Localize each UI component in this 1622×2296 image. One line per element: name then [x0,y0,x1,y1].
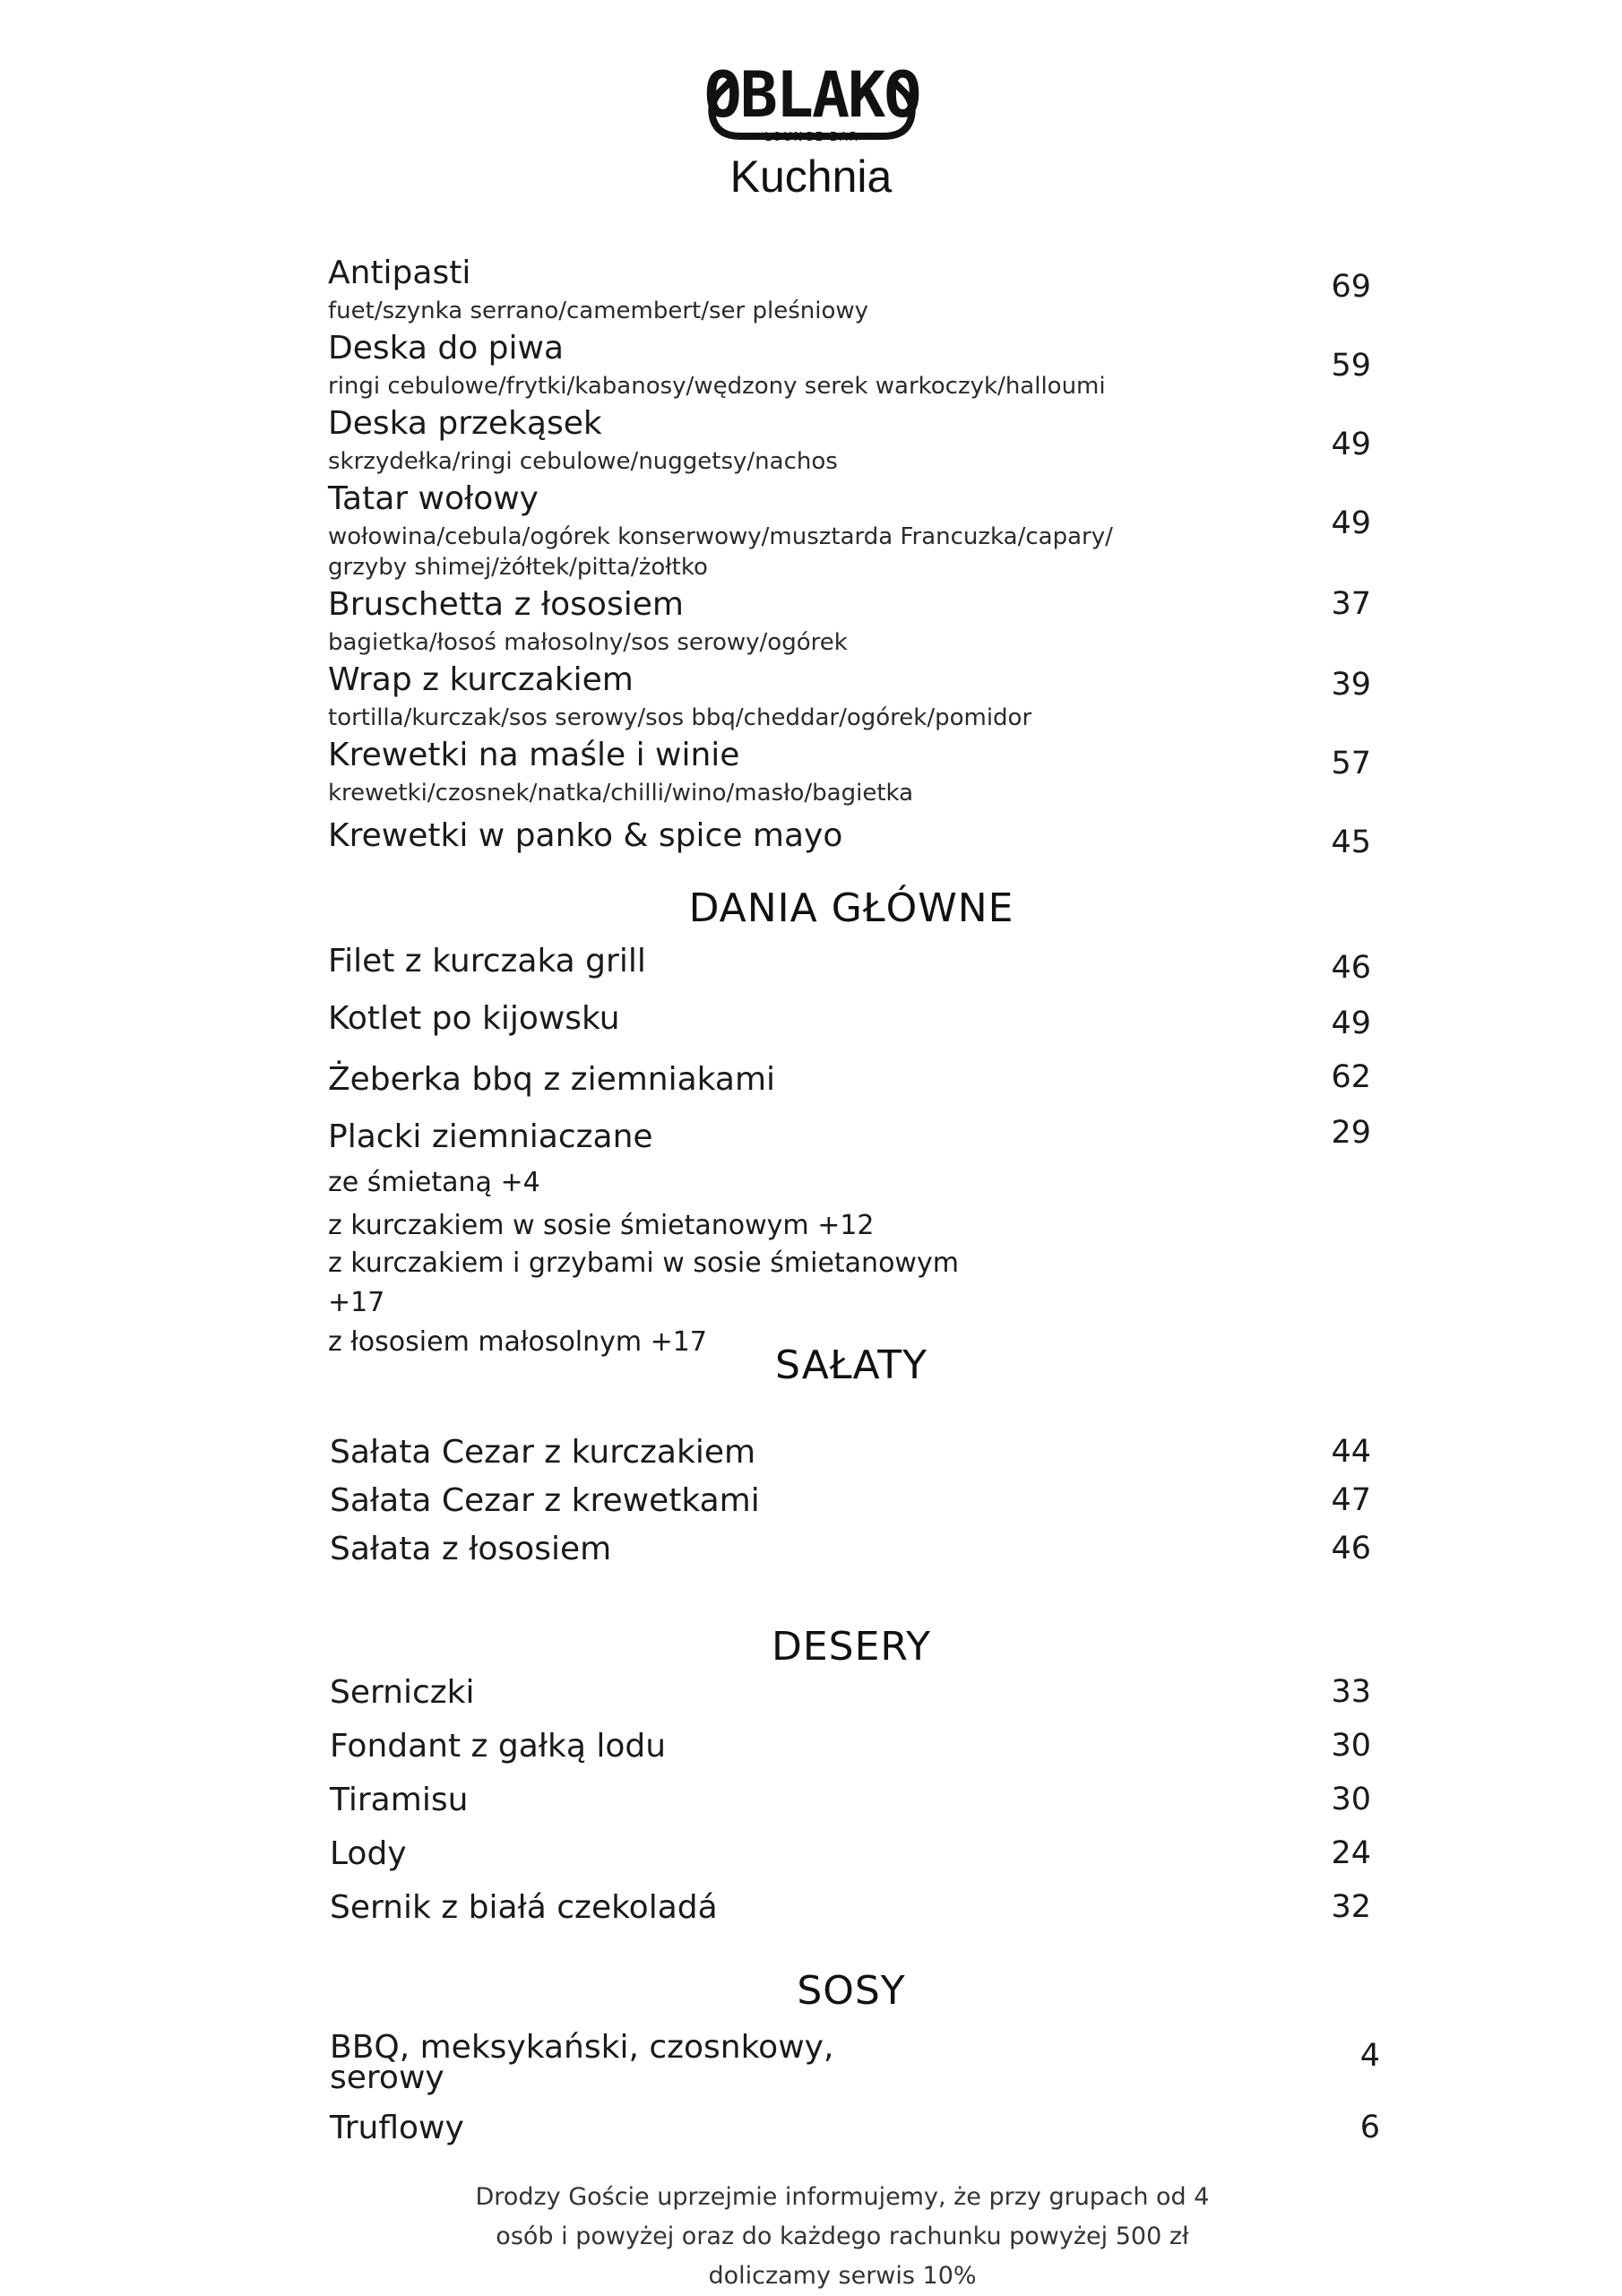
menu-item-price: 46 [1331,1531,1371,1567]
menu-item-desc: wołowina/cebula/ogórek konserwowy/musztarda Francuzka/capary/ [328,523,1113,550]
note-line: osób i powyżej oraz do każdego rachunku powyżej 500 zł [496,2223,1189,2250]
logo-wordmark: OBLAKO [704,58,919,132]
menu-item-desc: krewetki/czosnek/natka/chilli/wino/masło/bagietka [328,780,914,807]
menu-option: +17 [328,1287,385,1318]
logo-tagline: • LOUNGE BAR • [750,131,874,144]
menu-item-name: Truflowy [330,2110,464,2146]
menu-item-name: Krewetki na maśle i winie [328,737,740,773]
menu-item-name: Tatar wołowy [328,480,539,517]
menu-item-price: 46 [1331,950,1371,986]
menu-item-price: 49 [1331,427,1371,462]
menu-item-price: 4 [1359,2038,1380,2074]
menu-item-name: Krewetki w panko & spice mayo [328,817,843,854]
menu-item-name: Filet z kurczaka grill [328,943,646,980]
menu-item-name: Sałata z łososiem [330,1531,612,1567]
menu-item-name: Kotlet po kijowsku [328,1000,620,1037]
menu-item-price: 24 [1331,1835,1371,1871]
menu-item-price: 49 [1331,1006,1371,1041]
menu-item-name: Deska do piwa [328,330,565,367]
menu-item-name: Deska przekąsek [328,405,602,442]
menu-item-price: 37 [1331,586,1371,622]
menu-item-name: Antipasti [328,255,471,291]
menu-item-desc: skrzydełka/ringi cebulowe/nuggetsy/nachos [328,448,838,475]
menu-item-price: 32 [1331,1889,1371,1925]
menu-item-name: Sernik z białá czekoladá [330,1889,718,1926]
menu-item-price: 33 [1331,1674,1371,1710]
section-heading-sosy: SOSY [797,1968,906,2014]
menu-item-desc: ringi cebulowe/frytki/kabanosy/wędzony serek warkoczyk/halloumi [328,373,1106,400]
menu-item-desc-continued: grzyby shimej/żółtek/pitta/żołtko [328,554,708,581]
menu-option: z kurczakiem i grzybami w sosie śmietanowym [328,1247,959,1279]
menu-item-price: 69 [1331,269,1371,305]
menu-item-price: 39 [1331,667,1371,703]
menu-item-name: Bruschetta z łososiem [328,586,684,623]
menu-item-price: 30 [1331,1728,1371,1764]
note-line: Drodzy Goście uprzejmie informujemy, że przy grupach od 4 [475,2183,1210,2211]
menu-item-price: 30 [1331,1782,1371,1817]
menu-item-desc: tortilla/kurczak/sos serowy/sos bbq/cheddar/ogórek/pomidor [328,704,1032,731]
menu-item-desc: bagietka/łosoś małosolny/sos serowy/ogórek [328,629,848,656]
note-line: doliczamy serwis 10% [708,2262,977,2290]
menu-item-price: 59 [1331,348,1371,384]
menu-item-name: Serniczki [330,1674,475,1711]
menu-item-price: 29 [1331,1115,1371,1151]
menu-option: z kurczakiem w sosie śmietanowym +12 [328,1210,875,1241]
menu-item-name: Żeberka bbq z ziemniakami [328,1061,776,1098]
menu-item-price: 45 [1331,824,1371,860]
menu-item-name: BBQ, meksykański, czosnkowy, [330,2029,834,2066]
menu-item-name: Lody [330,1835,407,1872]
menu-item-name: Placki ziemniaczane [328,1118,653,1155]
section-heading-salaty: SAŁATY [774,1342,927,1388]
menu-item-desc: fuet/szynka serrano/camembert/ser pleśniowy [328,298,869,324]
page-title: Kuchnia [729,151,893,202]
menu-item-price: 49 [1331,505,1371,541]
menu-item-price: 44 [1331,1434,1371,1470]
menu-item-price: 6 [1359,2110,1380,2145]
menu-item-price: 47 [1331,1482,1371,1518]
section-heading-dania: DANIA GŁÓWNE [688,885,1014,931]
menu-item-name: Sałata Cezar z kurczakiem [330,1434,756,1471]
menu-item-price: 57 [1331,746,1371,781]
menu-item-name-continued: serowy [330,2059,444,2096]
menu-option: ze śmietaną +4 [328,1167,540,1198]
menu-item-name: Wrap z kurczakiem [328,661,634,698]
menu-option: z łososiem małosolnym +17 [328,1326,707,1358]
menu-item-name: Tiramisu [330,1782,469,1818]
menu-item-name: Fondant z gałką lodu [330,1728,667,1765]
section-heading-desery: DESERY [771,1624,932,1670]
service-charge-note [394,2178,1290,2296]
menu-item-price: 62 [1331,1059,1371,1095]
menu-item-name: Sałata Cezar z krewetkami [330,1482,760,1519]
